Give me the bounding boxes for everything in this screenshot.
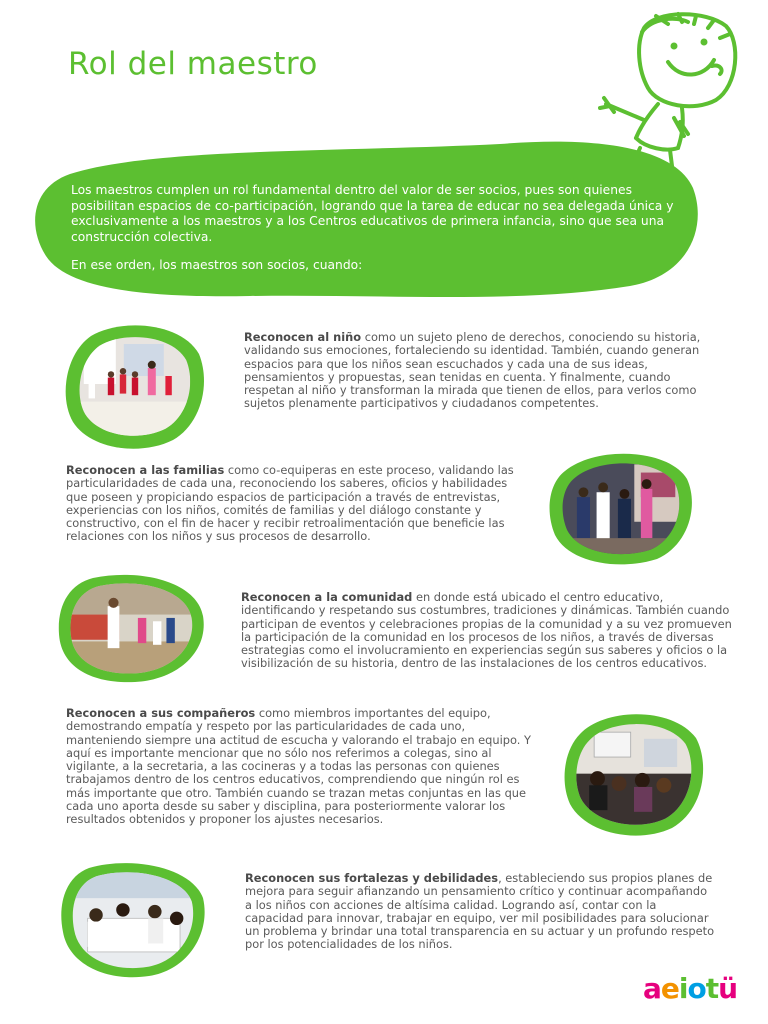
section-heading: Reconocen a sus compañeros	[66, 706, 256, 720]
section-families	[66, 464, 526, 544]
logo-letter: i	[678, 972, 688, 1005]
section-child	[244, 331, 706, 411]
photo-community-outdoors	[57, 572, 207, 684]
logo-letter: e	[660, 972, 679, 1005]
section-body: en donde está ubicado el centro educativo, identificando y respetando sus costumbres, tradiciones y dinámicas. También cuando participan de eventos y celebraciones propias de la comunidad y a su vez promueven la participación de la comunidad en los procesos de los niños, a través de diversas estrategias como el involucramiento en experiencias según sus saberes y oficios o la visibilización de su historia, dentro de las instalaciones de los centros educativos.	[241, 590, 732, 671]
photo-families-gathering	[547, 445, 697, 570]
page-title: Rol del maestro	[68, 46, 318, 82]
photo-children-classroom	[61, 314, 209, 454]
section-heading: Reconocen sus fortalezas y debilidades	[245, 871, 499, 885]
section-heading: Reconocen a las familias	[66, 463, 225, 477]
section-strengths	[245, 872, 715, 952]
logo-letter: ü	[718, 972, 738, 1005]
logo-letter: o	[687, 972, 706, 1005]
aeiotu-logo	[643, 972, 737, 1005]
section-body: , estableciendo sus propios planes de mejora para seguir afianzando un pensamiento crítico y continuar acompañando a los niños con acciones de altísima calidad. Logrando así, contar con la capacidad para innovar, trabajar en equipo, ver mil posibilidades para solucionar un problema y brindar una total transparencia en su actuar y un profundo respeto por los potencialidades de los niños.	[245, 871, 715, 952]
logo-letter: a	[643, 972, 661, 1005]
intro-paragraph: Los maestros cumplen un rol fundamental dentro del valor de ser socios, pues son quienes posibilitan espacios de co-participación, logrando que la tarea de educar no sea delegada única y exclusivamente a los maestros y a los Centros educativos de primera infancia, sino que sea una construcción colectiva.	[71, 183, 674, 244]
photo-team-meeting	[560, 704, 708, 840]
section-heading: Reconocen al niño	[244, 330, 362, 344]
section-community	[241, 591, 733, 671]
intro-text	[71, 183, 691, 274]
section-body: como co-equiperas en este proceso, validando las particularidades de cada una, reconociendo los saberes, oficios y habilidades que poseen y propiciando espacios de participación a través de entrevistas, experiencias con los niños, comités de familias y del diálogo constante y constructivo, con el fin de hacer y recibir retroalimentación que beneficie las relaciones con los niños y sus procesos de desarrollo.	[66, 463, 514, 544]
intro-lead-in: En ese orden, los maestros son socios, cuando:	[71, 258, 363, 272]
logo-letter: t	[705, 972, 719, 1005]
section-heading: Reconocen a la comunidad	[241, 590, 413, 604]
photo-teachers-workshop	[59, 858, 207, 982]
section-colleagues	[66, 707, 536, 827]
section-body: como un sujeto pleno de derechos, conociendo su historia, validando sus emociones, fortaleciendo su identidad. También, cuando generan espacios para que los niños sean escuchados y cada una de sus ideas, pensamientos y propuestas, sean tenidas en cuenta. Y finalmente, cuando respetan al niño y transforman la mirada que tienen de ellos, para verlos como sujetos plenamente participativos y ciudadanos competentes.	[244, 330, 701, 411]
section-body: como miembros importantes del equipo, demostrando empatía y respeto por las particularidades de cada uno, manteniendo siempre una actitud de escucha y valorando el trabajo en equipo. Y aquí es importante mencionar que no sólo nos referimos a colegas, sino al vigilante, a la secretaria, a las cocineras y a todas las personas con quienes trabajamos dentro de los centros educativos, comprendiendo que ningún rol es más importante que otro. También cuando se trazan metas conjuntas en las que cada uno aporta desde su saber y disciplina, para posteriormente valorar los resultados obtenidos y proponer los ajustes necesarios.	[66, 706, 531, 827]
